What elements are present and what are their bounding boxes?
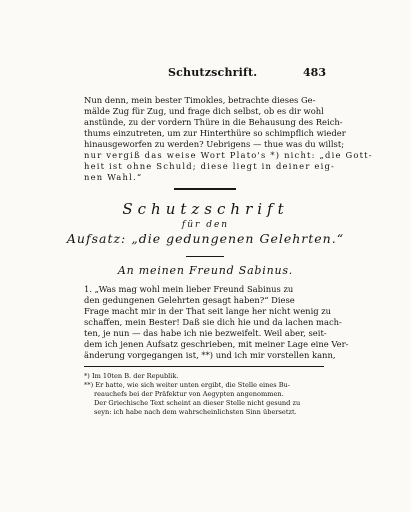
letter-address: An meinen Freund Sabinus. <box>117 264 294 277</box>
text-line: änderung vorgegangen ist, **) und ich mir vorstellen kann, <box>84 350 336 360</box>
title-subject: Aufsatz: „die gedungenen Gelehrten.“ <box>66 231 345 246</box>
text-line: nen Wahl.“ <box>84 172 143 182</box>
text-line: heit ist ohne Schuld; diese liegt in deiner eig- <box>84 161 336 171</box>
text-line: nur vergiß das weise Wort Plato's *) nicht: „die Gott- <box>84 150 373 160</box>
text-line: Frage macht mir in der That seit lange her nicht wenig zu <box>84 306 332 316</box>
footnote-line: seyn: ich habe nach dem wahrscheinlichsten Sinn übersetzt. <box>94 408 297 416</box>
footnote-line: *) Im 10ten B. der Republik. <box>84 372 179 380</box>
footnote-rule <box>84 366 324 367</box>
title-for-the: für den <box>181 220 230 230</box>
footnote-line: reauchefs bei der Präfektur von Aegypten angenommen. <box>94 390 284 398</box>
text-line: hinausgeworfen zu werden? Uebrigens — thue was du willst; <box>84 139 345 149</box>
page-header <box>88 66 326 82</box>
footnote-line: **) Er hatte, wie sich weiter unten ergibt, die Stelle eines Bu- <box>84 381 291 389</box>
text-line: Nun denn, mein bester Timokles, betrachte dieses Ge- <box>84 95 316 105</box>
title-main: Schutzschrift <box>122 200 289 218</box>
text-line: ten, je nun — das habe ich nie bezweifelt. Weil aber, seit- <box>84 328 327 338</box>
text-line: schaffen, mein Bester! Daß sie dich hie und da lachen mach- <box>84 317 342 327</box>
section-divider <box>174 188 236 190</box>
running-head: Schutzschrift. <box>168 66 258 79</box>
text-line: 1. „Was mag wohl mein lieber Freund Sabinus zu <box>84 284 294 294</box>
text-line: thums einzutreten, um zur Hinterthüre so schimpflich wieder <box>84 128 346 138</box>
text-line: anstünde, zu der vordern Thüre in die Behausung des Reich- <box>84 117 343 127</box>
page-number: 483 <box>303 66 326 79</box>
text-line: mälde Zug für Zug, und frage dich selbst, ob es dir wohl <box>84 106 324 116</box>
title-rule <box>186 256 224 257</box>
text-line: dem ich jenen Aufsatz geschrieben, mit meiner Lage eine Ver- <box>84 339 349 349</box>
footnote-line: Der Griechische Text scheint an dieser Stelle nicht gesund zu <box>94 399 301 407</box>
text-line: den gedungenen Gelehrten gesagt haben?“ Diese <box>84 295 295 305</box>
